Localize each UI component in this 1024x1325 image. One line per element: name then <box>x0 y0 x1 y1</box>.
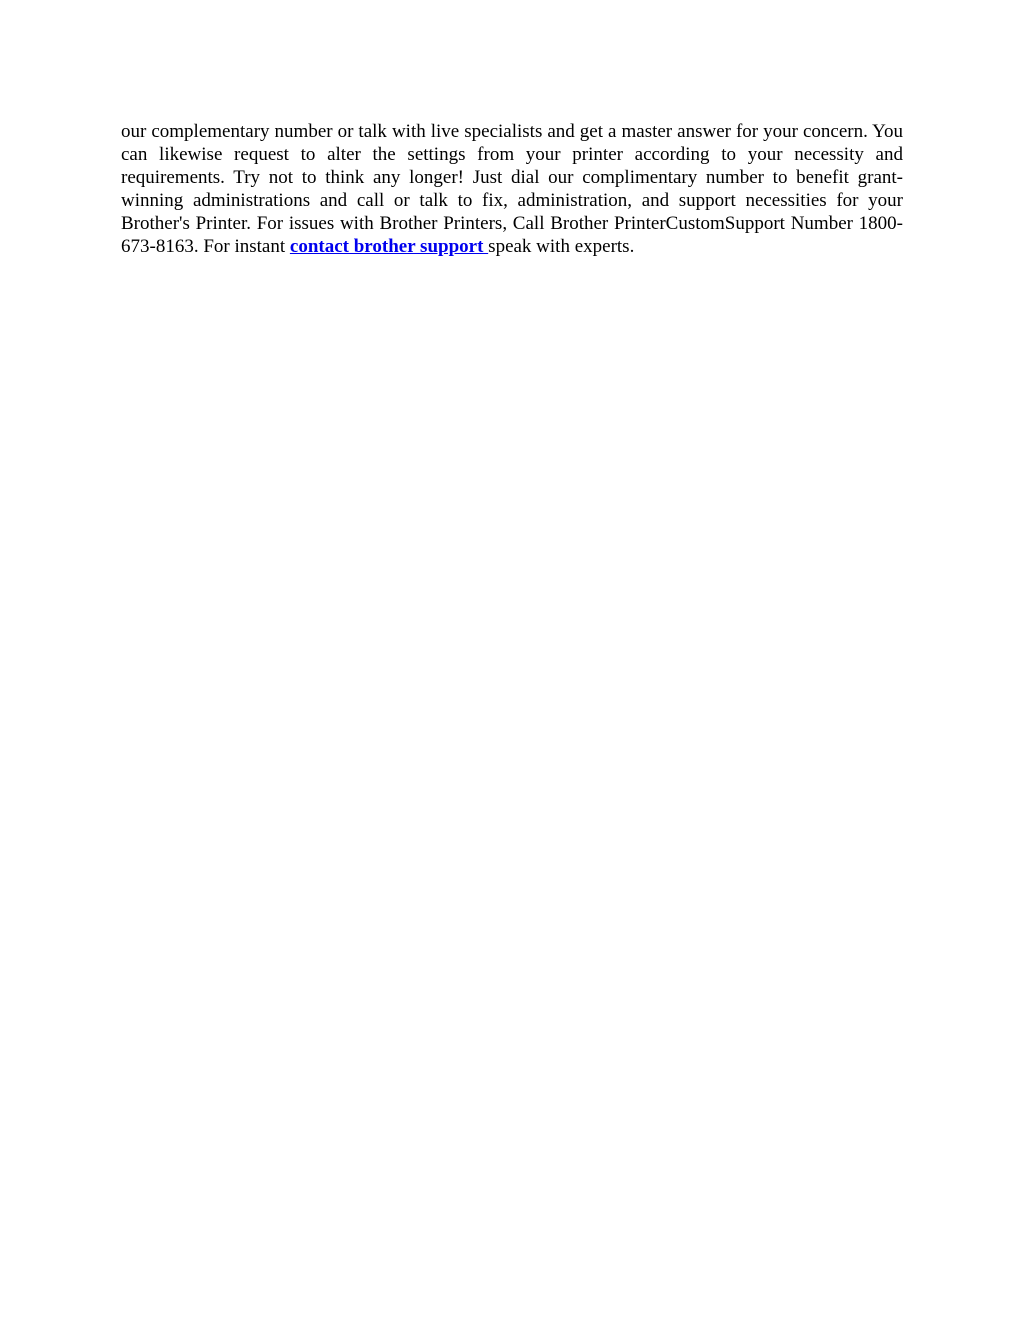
paragraph-text-after: speak with experts. <box>488 236 635 257</box>
contact-brother-support-link[interactable]: contact brother support <box>289 236 489 257</box>
body-paragraph <box>121 120 903 258</box>
paragraph-text-before: our complementary number or talk with live specialists and get a master answer for your concern. You can likewise request to alter the settings from your printer according to your necessity and requirements. Try not to think any longer! Just dial our complimentary number to benefit grant-winning administrations and call or talk to fix, administration, and support necessities for your Brother's Printer. For issues with Brother Printers, Call Brother PrinterCustomSupport Number 1800-673-8163. For instant <box>121 121 903 257</box>
